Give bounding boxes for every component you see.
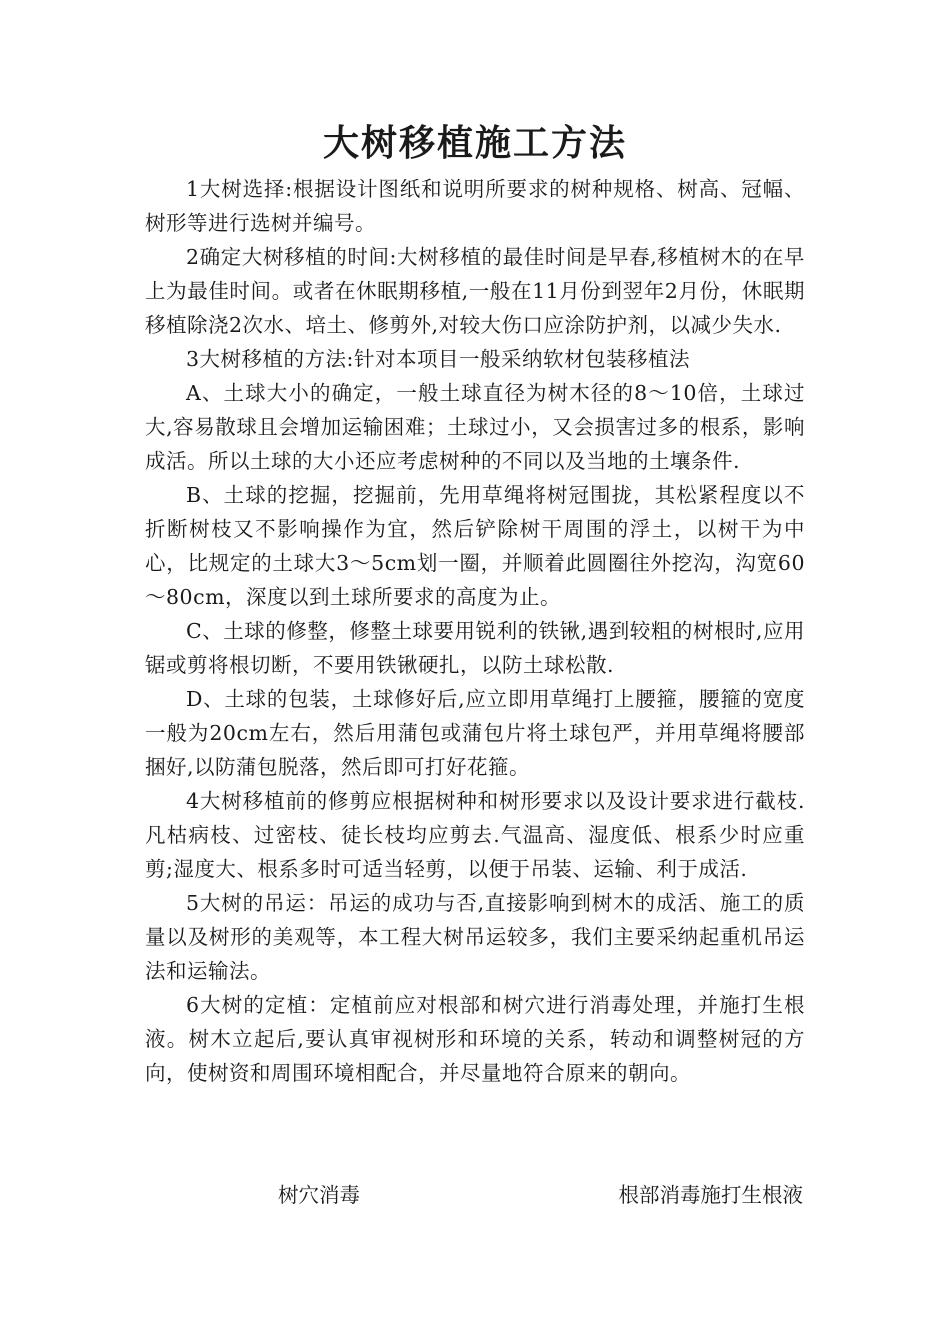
document-body <box>145 172 805 1090</box>
document-title: 大树移植施工方法 <box>322 122 627 164</box>
paragraph-tree-selection: 1大树选择:根据设计图纸和说明所要求的树种规格、树高、冠幅、树形等进行选树并编号。 <box>145 177 805 235</box>
paragraph-pruning: 4大树移植前的修剪应根据树种和树形要求以及设计要求进行截枝.凡枯病枝、过密枝、徒长枝均应剪去.气温高、湿度低、根系少时应重剪;湿度大、根系多时可适当轻剪，以便于吊装、运输、利于成活. <box>145 789 805 881</box>
paragraph-transplant-timing: 2确定大树移植的时间:大树移植的最佳时间是早春,移植树木的在早上为最佳时间。或者在休眠期移植,一般在11月份到翌年2月份，休眠期移植除浇2次水、培土、修剪外,对较大伤口应涂防护剂，以减少失水. <box>145 245 805 337</box>
image-captions <box>145 1178 805 1212</box>
paragraph-soil-ball-digging: B、土球的挖掘，挖掘前，先用草绳将树冠围拢，其松紧程度以不折断树枝又不影响操作为宜，然后铲除树干周围的浮土，以树干为中心，比规定的土球大3～5cm划一圈，并顺着此圆圈往外挖沟，沟宽60～80cm，深度以到土球所要求的高度为止。 <box>145 483 805 609</box>
paragraph-transplant-method: 3大树移植的方法:针对本项目一般采纳软材包装移植法 <box>186 347 690 371</box>
paragraph-planting: 6大树的定植：定植前应对根部和树穴进行消毒处理，并施打生根液。树木立起后,要认真审视树形和环境的关系，转动和调整树冠的方向，使树资和周围环境相配合，并尽量地符合原来的朝向。 <box>145 993 805 1085</box>
caption-pit-disinfection: 树穴消毒 <box>278 1183 360 1207</box>
caption-root-treatment: 根部消毒施打生根液 <box>618 1183 803 1207</box>
paragraph-hoisting: 5大树的吊运：吊运的成功与否,直接影响到树木的成活、施工的质量以及树形的美观等，本工程大树吊运较多，我们主要采纳起重机吊运法和运输法。 <box>145 891 805 983</box>
paragraph-soil-ball-wrapping: D、土球的包装，土球修好后,应立即用草绳打上腰箍，腰箍的宽度一般为20cm左右，然后用蒲包或蒲包片将土球包严，并用草绳将腰部捆好,以防蒲包脱落，然后即可打好花箍。 <box>145 687 805 779</box>
paragraph-soil-ball-size: A、土球大小的确定，一般土球直径为树木径的8～10倍，土球过大,容易散球且会增加运输困难；土球过小，又会损害过多的根系，影响成活。所以土球的大小还应考虑树种的不同以及当地的土壤条件. <box>145 381 805 473</box>
paragraph-soil-ball-trimming: C、土球的修整，修整土球要用锐利的铁锹,遇到较粗的树根时,应用锯或剪将根切断，不要用铁锹硬扎，以防土球松散. <box>145 619 805 677</box>
